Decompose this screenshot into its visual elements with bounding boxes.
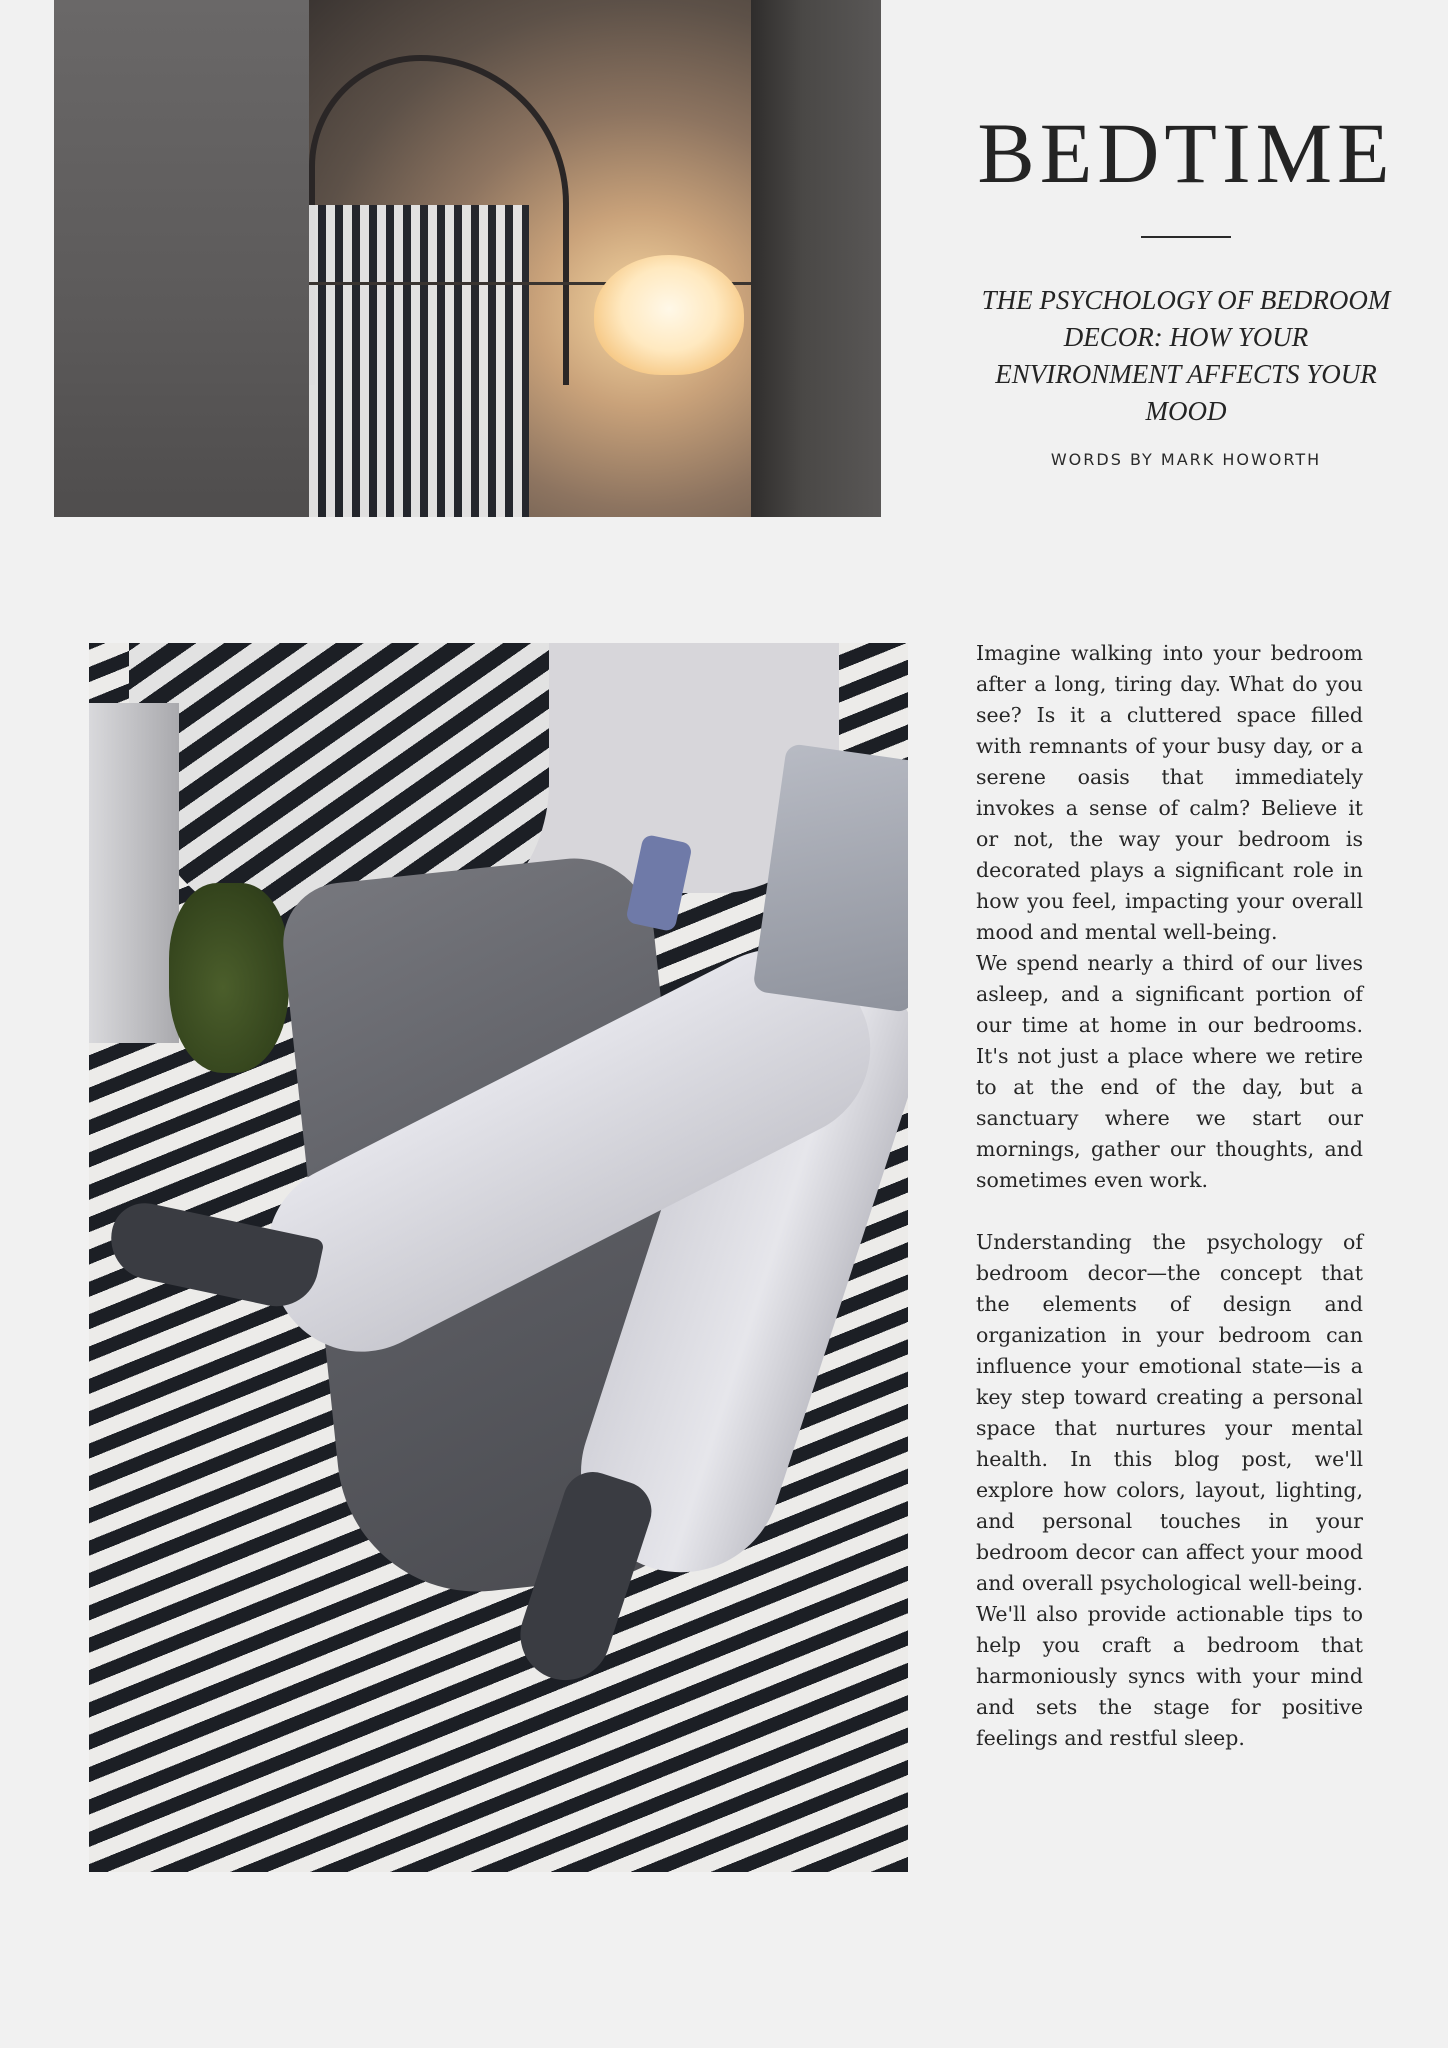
article-subtitle: THE PSYCHOLOGY OF BEDROOM DECOR: HOW YOUR ENVIRONMENT AFFECTS YOUR MOOD: [981, 285, 1391, 426]
photo-lamp: [594, 255, 744, 375]
title-divider: [1141, 236, 1231, 238]
photo-door-frame: [751, 0, 881, 517]
photo-plush-toy: [169, 883, 289, 1073]
article-paragraph: Understanding the psychology of bedroom decor—the concept that the elements of design and organization in your bedroom can influence your emotional state—is a key step toward creating a personal space that nurtures your mental health. In this blog post, we'll explore how colors, layout, lighting, and personal touches in your bedroom decor can affect your mood and overall psychological well-being. We'll also provide actionable tips to help you craft a bedroom that harmoniously syncs with your mind and sets the stage for positive feelings and restful sleep.: [976, 1230, 1363, 1750]
page-title: BEDTIME: [977, 105, 1395, 201]
article-paragraph: We spend nearly a third of our lives asleep, and a significant portion of our time at home in our bedrooms. It's not just a place where we retire to at the end of the day, but a sanctuary where we start our mornings, gather our thoughts, and sometimes even work.: [976, 951, 1363, 1192]
article-header: [966, 105, 1406, 469]
author-byline: WORDS BY MARK HOWORTH: [1050, 450, 1322, 469]
article-body: [976, 638, 1363, 1754]
photo-sheet: [89, 703, 179, 1043]
person-on-bed-photo: [89, 643, 908, 1872]
bedroom-mirror-photo: [54, 0, 881, 517]
photo-wall: [54, 0, 309, 517]
article-paragraph: Imagine walking into your bedroom after a long, tiring day. What do you see? Is it a cluttered space filled with remnants of your busy day, or a serene oasis that immediately invokes a sense of calm? Believe it or not, the way your bedroom is decorated plays a significant role in how you feel, impacting your overall mood and mental well-being.: [976, 641, 1363, 944]
photo-striped-bedding: [309, 205, 529, 517]
